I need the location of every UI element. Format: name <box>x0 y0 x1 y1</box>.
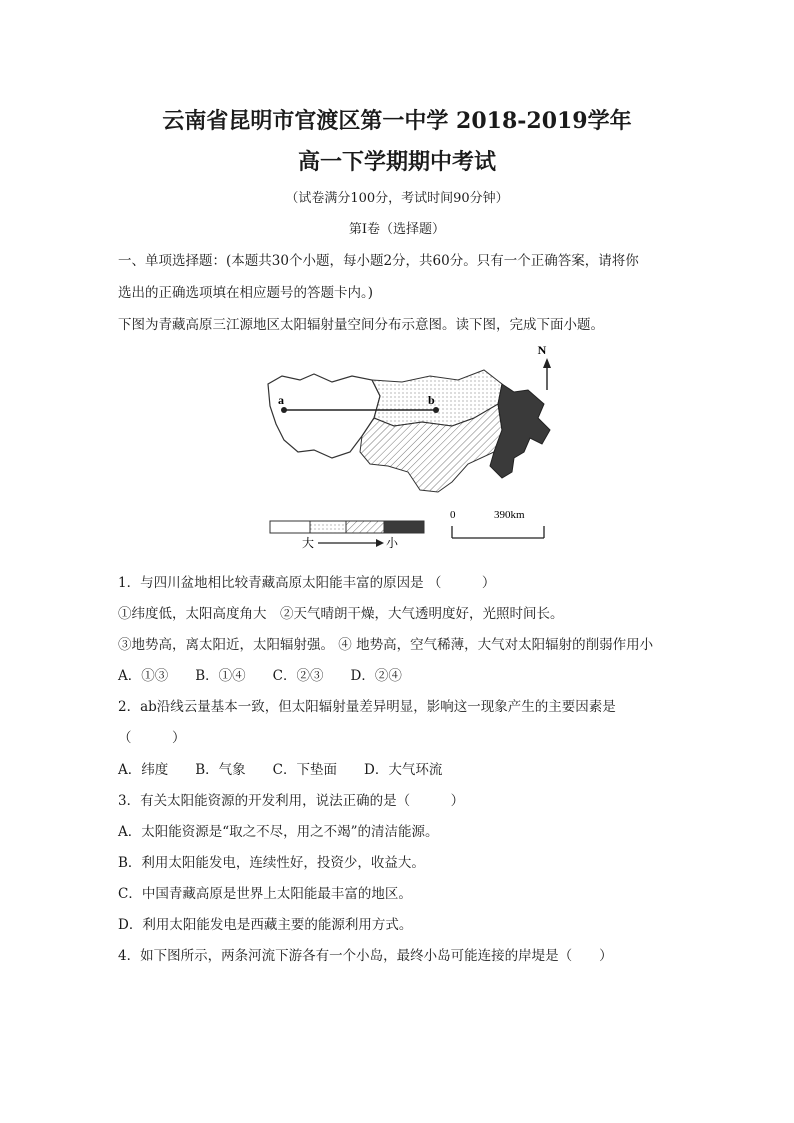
question-1-options: A．①③ B．①④ C．②③ D．②④ <box>118 668 402 684</box>
point-b-label: b <box>428 393 435 407</box>
section-heading-line2: 选出的正确选项填在相应题号的答题卡内。) <box>118 285 374 301</box>
section-heading-line1: 一、单项选择题：(本题共30个小题，每小题2分，共60分。只有一个正确答案，请将你 <box>118 253 639 269</box>
question-2-stem: 2．ab沿线云量基本一致，但太阳辐射量差异明显，影响这一现象产生的主要因素是 <box>118 699 616 715</box>
north-arrow-icon <box>543 358 551 390</box>
legend-low-label: 小 <box>386 536 399 550</box>
question-3-option: B．利用太阳能发电，连续性好，投资少，收益大。 <box>118 855 425 871</box>
scale-distance-label: 390km <box>494 509 525 521</box>
question-3-stem: 3．有关太阳能资源的开发利用，说法正确的是（ ） <box>118 793 465 809</box>
point-a-label: a <box>278 393 284 407</box>
exam-title-line1: 云南省昆明市官渡区第一中学 2018-2019学年 <box>162 108 632 134</box>
exam-note: （试卷满分100分，考试时间90分钟） <box>285 191 509 206</box>
exam-title-line2: 高一下学期期中考试 <box>297 149 496 175</box>
solar-radiation-map <box>262 340 552 550</box>
question-1-line: ③地势高，离太阳近，太阳辐射强。 ④ 地势高，空气稀薄，大气对太阳辐射的削弱作用小 <box>118 637 654 653</box>
north-label: N <box>537 343 547 357</box>
question-3-option: C．中国青藏高原是世界上太阳能最丰富的地区。 <box>118 886 412 902</box>
question-2-options: A．纬度 B．气象 C．下垫面 D．大气环流 <box>118 762 443 778</box>
legend-bar <box>270 521 424 533</box>
question-3-option: D．利用太阳能发电是西藏主要的能源利用方式。 <box>118 917 413 933</box>
question-4-stem: 4．如下图所示，两条河流下游各有一个小岛，最终小岛可能连接的岸堤是（ ） <box>118 948 613 964</box>
question-1-stem: 1．与四川盆地相比较青藏高原太阳能丰富的原因是 （ ） <box>118 575 496 591</box>
figure-intro: 下图为青藏高原三江源地区太阳辐射量空间分布示意图。读下图，完成下面小题。 <box>118 317 604 333</box>
legend-high-label: 大 <box>302 536 315 550</box>
question-2-line: （ ） <box>118 730 186 746</box>
scale-zero-label: 0 <box>450 509 456 521</box>
scale-bar <box>452 526 544 538</box>
question-1-line: ①纬度低，太阳高度角大 ②天气晴朗干燥，大气透明度好，光照时间长。 <box>118 606 564 622</box>
legend-arrow-icon <box>318 539 384 547</box>
question-3-option: A．太阳能资源是“取之不尽，用之不竭”的清洁能源。 <box>118 824 439 840</box>
volume-label: 第Ⅰ卷（选择题） <box>348 222 446 237</box>
